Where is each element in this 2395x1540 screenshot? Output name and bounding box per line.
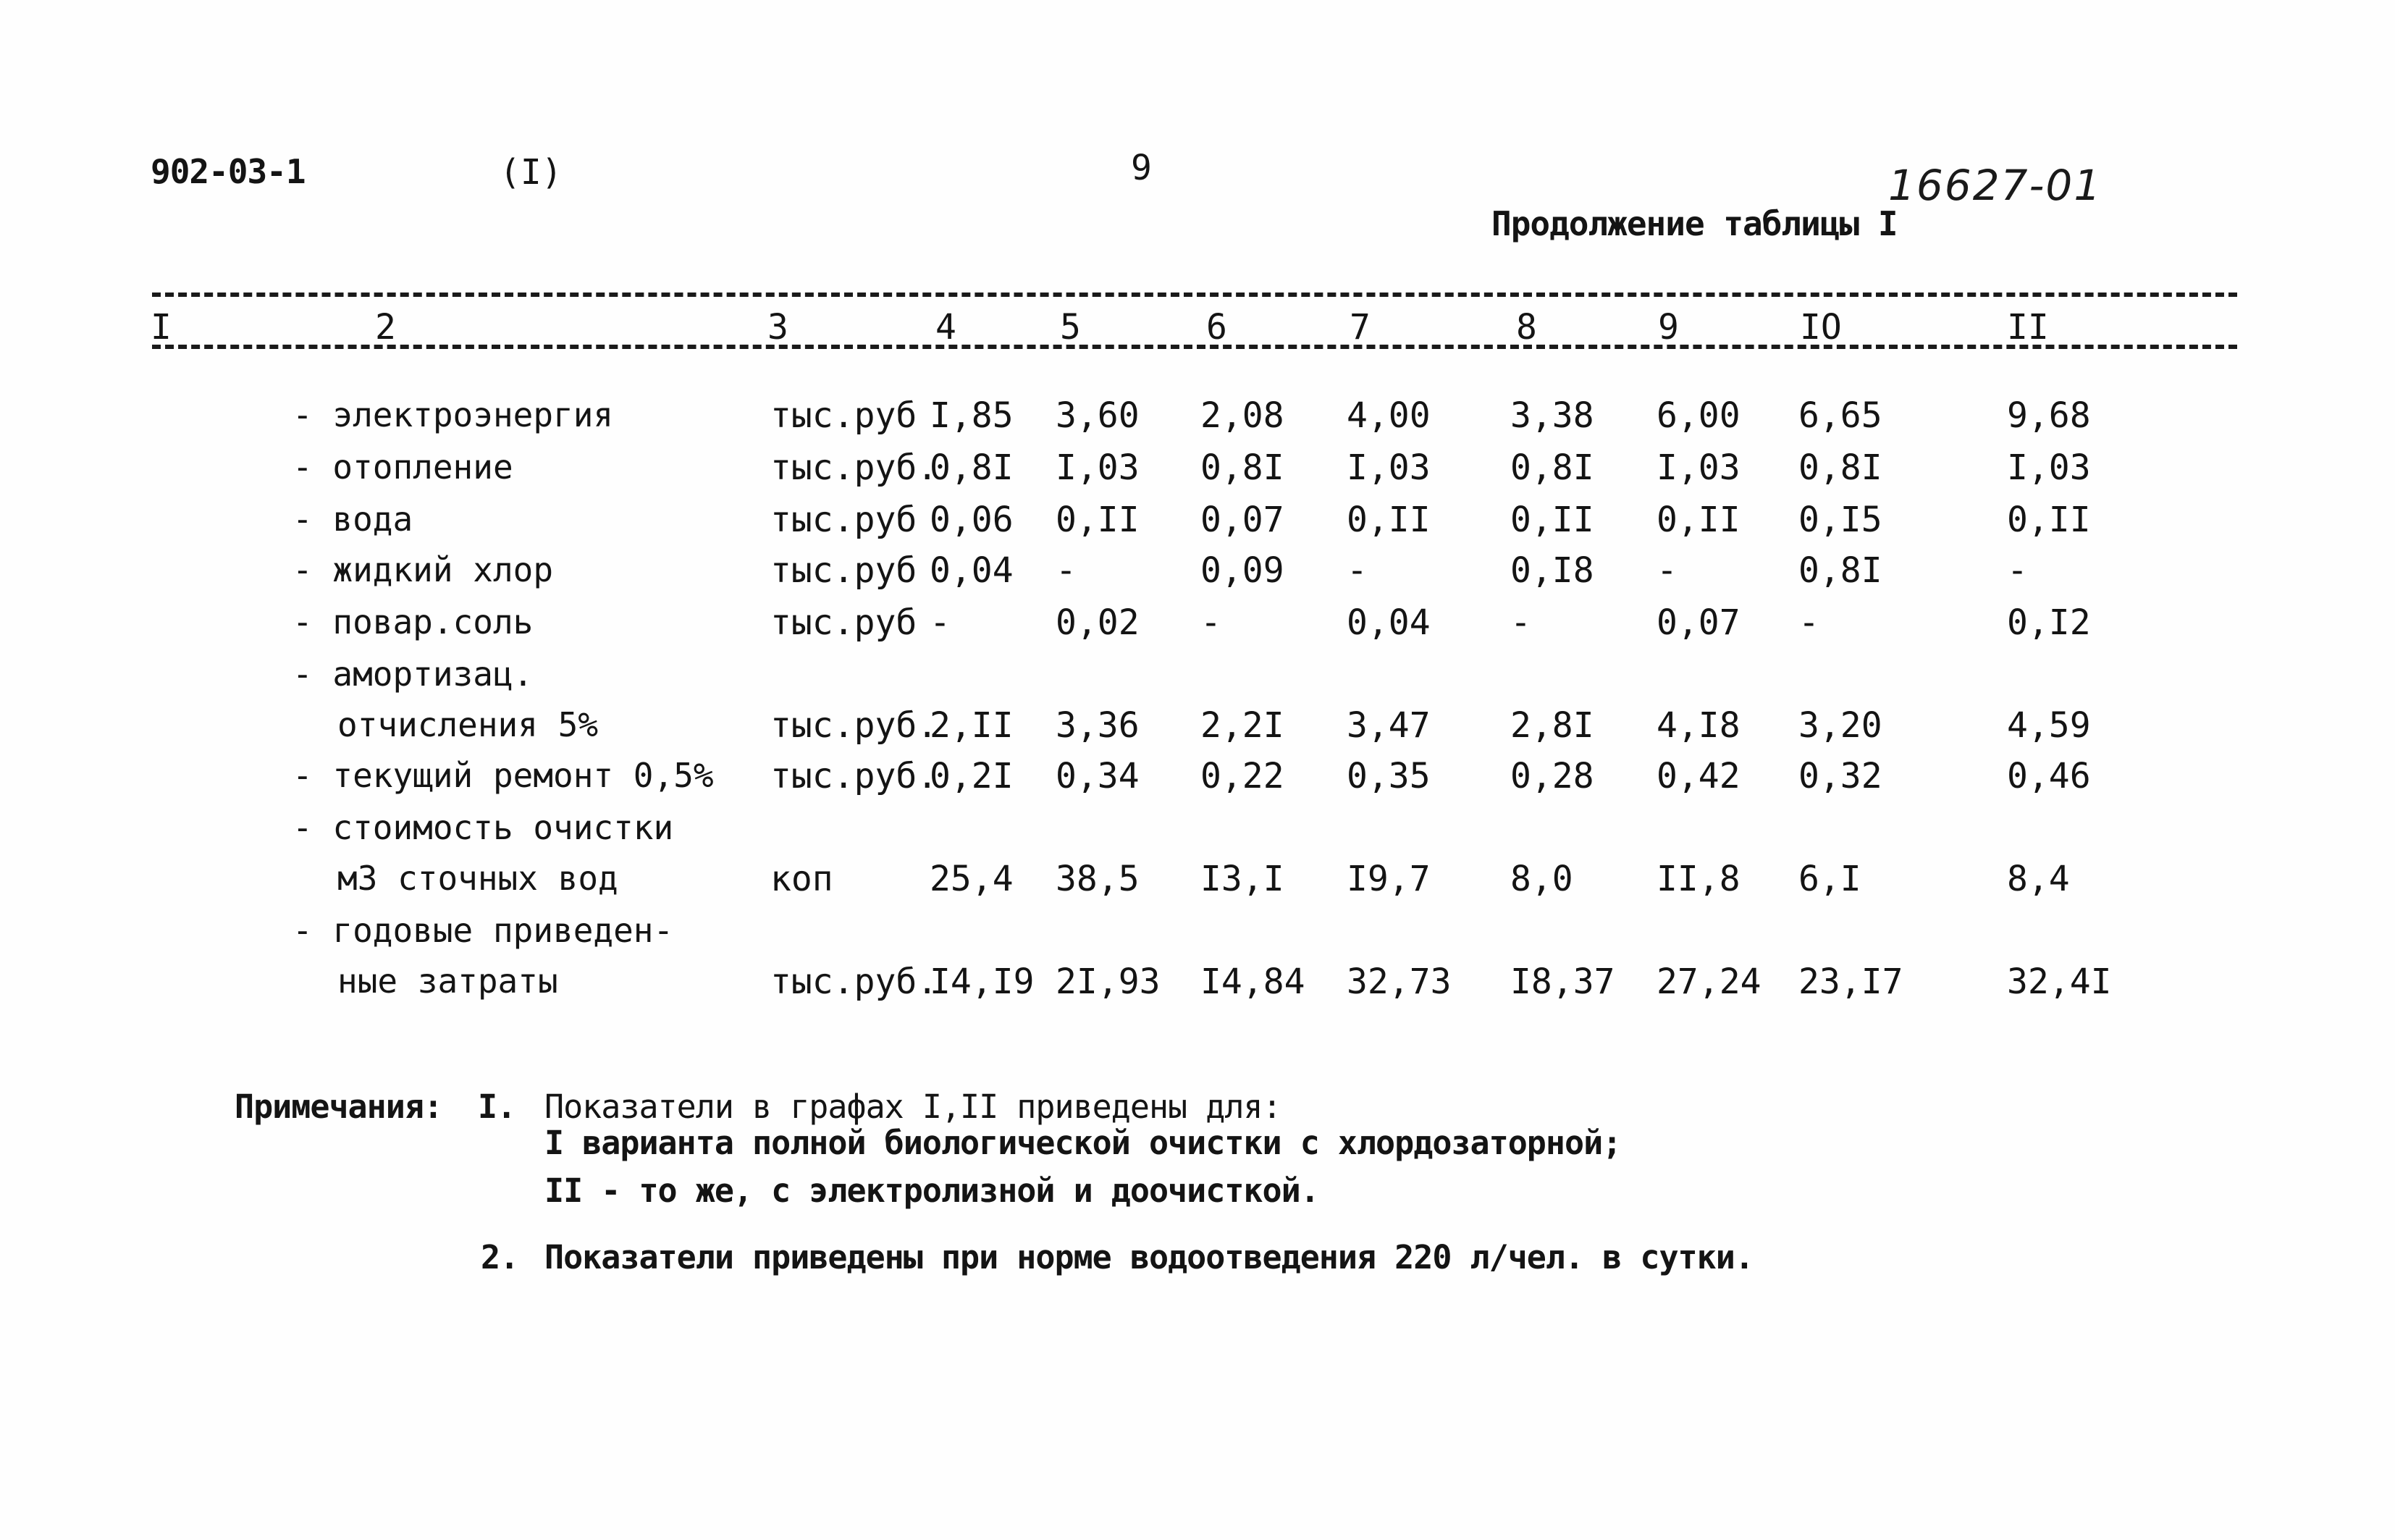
page-number: 9: [1131, 148, 1152, 188]
table-cell: I3,I: [1200, 859, 1284, 899]
note-1-line-2: I варианта полной биологической очистки с хлордозаторной;: [544, 1124, 1622, 1162]
table-cell: 0,I2: [2007, 602, 2091, 643]
table-cell: I4,I9: [930, 962, 1035, 1002]
notes-title: Примечания:: [235, 1087, 443, 1126]
table-cell: -: [1510, 602, 1531, 643]
table-cell: 9,68: [2007, 395, 2091, 436]
row-label: ные затраты: [337, 962, 558, 1001]
table-cell: 0,8I: [1798, 447, 1882, 488]
table-cell: I9,7: [1347, 859, 1431, 899]
table-cell: 0,04: [930, 550, 1014, 591]
table-cell: 25,4: [930, 859, 1014, 899]
table-cell: 0,28: [1510, 756, 1594, 796]
table-cell: 0,07: [1657, 602, 1741, 643]
table-cell: 0,II: [1657, 500, 1741, 540]
row-unit: тыс.руб: [770, 395, 917, 436]
table-cell: 2,II: [930, 705, 1014, 746]
table-cell: 0,07: [1200, 500, 1284, 540]
table-cell: -: [1347, 550, 1368, 591]
table-cell: 38,5: [1056, 859, 1140, 899]
table-cell: -: [930, 602, 951, 643]
row-label: - электроэнергия: [292, 395, 614, 434]
column-number: 5: [1060, 307, 1081, 348]
column-number: 7: [1350, 307, 1371, 348]
table-cell: 32,4I: [2007, 962, 2112, 1002]
column-number: 6: [1206, 307, 1227, 348]
table-cell: I,03: [1347, 447, 1431, 488]
table-cell: 6,I: [1798, 859, 1861, 899]
table-cell: 0,32: [1798, 756, 1882, 796]
column-number: 4: [935, 307, 956, 348]
table-cell: 0,42: [1657, 756, 1741, 796]
note-1-line-3: II - то же, с электролизной и доочисткой.: [544, 1171, 1319, 1210]
table-cell: 0,34: [1056, 756, 1140, 796]
row-label: - текущий ремонт 0,5%: [292, 756, 714, 795]
table-cell: 2I,93: [1056, 962, 1161, 1002]
row-unit: тыс.руб.: [770, 756, 938, 796]
row-label: - повар.соль: [292, 602, 534, 641]
table-cell: I,03: [1657, 447, 1741, 488]
row-unit: тыс.руб: [770, 500, 917, 540]
table-cell: -: [1200, 602, 1221, 643]
row-unit: тыс.руб: [770, 550, 917, 591]
row-label: - вода: [292, 500, 413, 539]
table-top-rule: [152, 293, 2237, 297]
table-cell: 23,I7: [1798, 962, 1903, 1002]
table-cell: I,85: [930, 395, 1014, 436]
table-header-rule: [152, 345, 2237, 349]
table-cell: 6,65: [1798, 395, 1882, 436]
table-continuation-title: Продолжение таблицы I: [1491, 204, 1898, 243]
table-cell: 32,73: [1347, 962, 1452, 1002]
table-cell: 3,36: [1056, 705, 1140, 746]
table-cell: 0,46: [2007, 756, 2091, 796]
table-cell: -: [1798, 602, 1819, 643]
table-cell: 0,8I: [1510, 447, 1594, 488]
table-cell: 0,8I: [1200, 447, 1284, 488]
table-cell: 4,I8: [1657, 705, 1741, 746]
table-cell: I4,84: [1200, 962, 1305, 1002]
row-label: - отопление: [292, 447, 513, 487]
handwritten-number: 16627-01: [1888, 161, 2103, 210]
table-cell: 0,II: [1510, 500, 1594, 540]
table-cell: 0,8I: [930, 447, 1014, 488]
table-cell: 8,0: [1510, 859, 1573, 899]
column-number: II: [2007, 307, 2049, 348]
table-cell: 6,00: [1657, 395, 1741, 436]
row-label: - годовые приведен-: [292, 911, 674, 950]
table-cell: 2,8I: [1510, 705, 1594, 746]
column-number: 2: [375, 307, 396, 348]
row-label: - жидкий хлор: [292, 550, 554, 589]
table-cell: 8,4: [2007, 859, 2070, 899]
table-cell: 0,02: [1056, 602, 1140, 643]
column-number: IO: [1800, 307, 1842, 348]
row-unit: тыс.руб.: [770, 447, 938, 488]
table-cell: -: [1657, 550, 1678, 591]
table-cell: 0,35: [1347, 756, 1431, 796]
table-cell: 27,24: [1657, 962, 1761, 1002]
table-cell: 0,I8: [1510, 550, 1594, 591]
table-cell: 3,47: [1347, 705, 1431, 746]
row-label: отчисления 5%: [337, 705, 599, 744]
table-cell: 2,08: [1200, 395, 1284, 436]
table-cell: 0,I5: [1798, 500, 1882, 540]
table-cell: 3,20: [1798, 705, 1882, 746]
row-unit: тыс.руб: [770, 602, 917, 643]
table-cell: 0,II: [1347, 500, 1431, 540]
row-unit: тыс.руб.: [770, 962, 938, 1002]
row-label: - амортизац.: [292, 655, 534, 694]
table-cell: I,03: [1056, 447, 1140, 488]
column-number: 8: [1516, 307, 1537, 348]
table-cell: 0,06: [930, 500, 1014, 540]
table-cell: 0,II: [2007, 500, 2091, 540]
note-1-line-1: Показатели в графах I,II приведены для:: [544, 1087, 1281, 1126]
table-cell: 0,09: [1200, 550, 1284, 591]
column-number: 9: [1658, 307, 1679, 348]
table-cell: 0,8I: [1798, 550, 1882, 591]
table-cell: -: [2007, 550, 2028, 591]
row-unit: тыс.руб.: [770, 705, 938, 746]
document-code: 902-03-1: [151, 152, 306, 191]
document-part: (I): [500, 152, 563, 193]
row-unit: коп: [770, 859, 833, 899]
table-cell: II,8: [1657, 859, 1741, 899]
table-cell: 0,04: [1347, 602, 1431, 643]
column-number: 3: [767, 307, 788, 348]
note-2-text: Показатели приведены при норме водоотведения 220 л/чел. в сутки.: [544, 1238, 1754, 1276]
row-label: м3 сточных вод: [337, 859, 618, 898]
note-2-number: 2.: [481, 1238, 519, 1276]
note-1-number: I.: [478, 1087, 516, 1126]
row-label: - стоимость очистки: [292, 808, 674, 847]
column-number: I: [151, 307, 172, 348]
table-cell: 4,00: [1347, 395, 1431, 436]
table-cell: 2,2I: [1200, 705, 1284, 746]
table-cell: 0,2I: [930, 756, 1014, 796]
table-cell: 4,59: [2007, 705, 2091, 746]
table-cell: 0,II: [1056, 500, 1140, 540]
table-cell: -: [1056, 550, 1077, 591]
table-cell: 0,22: [1200, 756, 1284, 796]
table-cell: I,03: [2007, 447, 2091, 488]
table-cell: I8,37: [1510, 962, 1615, 1002]
table-cell: 3,60: [1056, 395, 1140, 436]
table-cell: 3,38: [1510, 395, 1594, 436]
